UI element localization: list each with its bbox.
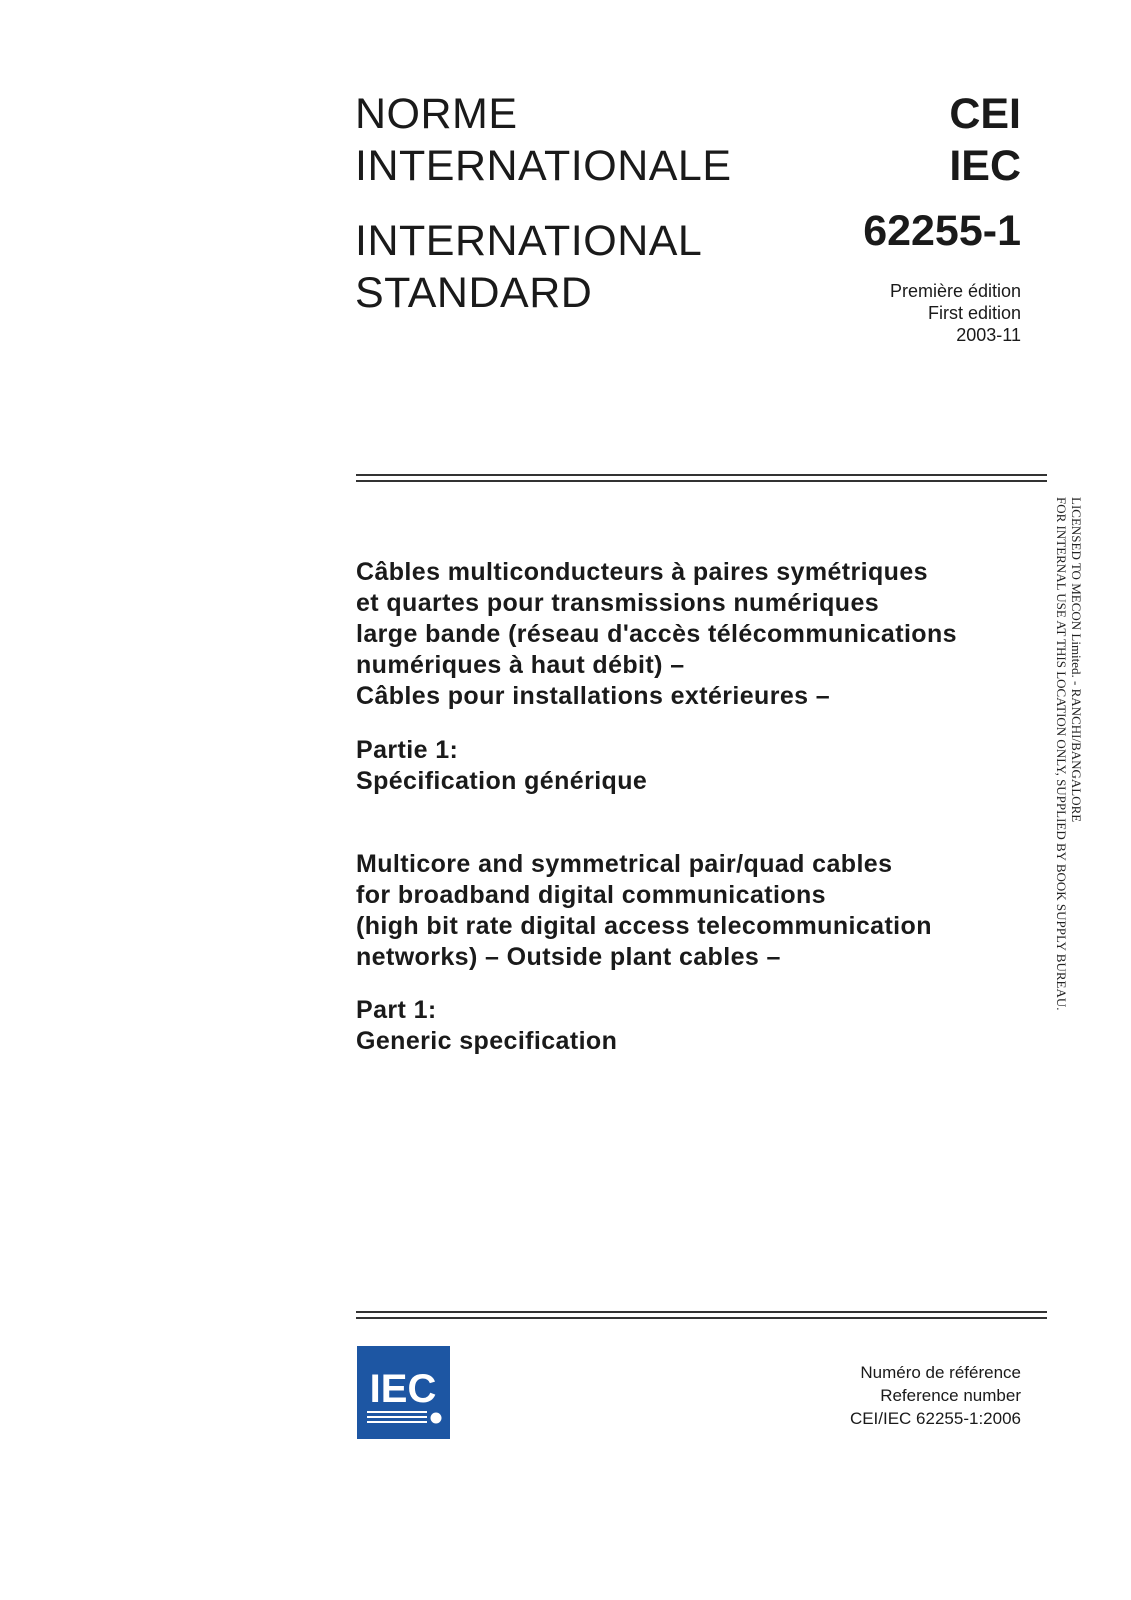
code-cei: CEI xyxy=(949,90,1021,138)
ref-value: CEI/IEC 62255-1:2006 xyxy=(849,1409,1021,1428)
fr-line2: et quartes pour transmissions numériques xyxy=(356,589,880,617)
fr-line5: Câbles pour installations extérieures – xyxy=(356,682,831,710)
english-part xyxy=(356,995,1056,1057)
divider-top-2 xyxy=(356,480,1047,482)
watermark-line2: FOR INTERNAL USE AT THIS LOCATION ONLY, SUPPLIED BY BOOK SUPPLY BUREAU. xyxy=(1054,497,1069,1011)
ref-label-fr: Numéro de référence xyxy=(860,1363,1021,1382)
french-part xyxy=(356,735,1056,797)
en-line3: (high bit rate digital access telecommunication xyxy=(356,912,932,940)
fr-line1: Câbles multiconducteurs à paires symétriques xyxy=(356,558,928,586)
title-fr-line1: NORME xyxy=(355,90,518,138)
french-title xyxy=(356,557,1056,712)
title-fr-line2: INTERNATIONALE xyxy=(355,142,732,190)
edition-fr: Première édition xyxy=(889,281,1021,301)
iec-logo xyxy=(357,1346,450,1439)
standard-code xyxy=(949,88,1021,192)
divider-bottom-1 xyxy=(356,1311,1047,1313)
fr-part: Partie 1: xyxy=(356,736,459,764)
license-watermark xyxy=(1054,497,1084,1010)
title-en-line2: STANDARD xyxy=(355,269,593,317)
code-iec: IEC xyxy=(949,142,1021,190)
title-fr xyxy=(355,88,732,192)
title-en xyxy=(355,215,702,319)
fr-line4: numériques à haut débit) – xyxy=(356,651,685,679)
divider-bottom-2 xyxy=(356,1317,1047,1319)
english-title xyxy=(356,849,1056,973)
title-en-line1: INTERNATIONAL xyxy=(355,217,703,265)
ref-label-en: Reference number xyxy=(880,1386,1021,1405)
divider-top-1 xyxy=(356,474,1047,476)
standard-number: 62255-1 xyxy=(863,207,1021,255)
fr-line3: large bande (réseau d'accès télécommunications xyxy=(356,620,957,648)
en-line1: Multicore and symmetrical pair/quad cables xyxy=(356,850,893,878)
reference-number xyxy=(850,1361,1021,1430)
fr-part-title: Spécification générique xyxy=(356,767,648,795)
en-line4: networks) – Outside plant cables – xyxy=(356,943,781,971)
edition-info xyxy=(890,280,1021,346)
en-part-title: Generic specification xyxy=(356,1027,618,1055)
en-line2: for broadband digital communications xyxy=(356,881,826,909)
watermark-line1: LICENSED TO MECON Limited. - RANCHI/BANGALORE xyxy=(1069,497,1084,823)
en-part: Part 1: xyxy=(356,996,437,1024)
iec-logo-graphic xyxy=(357,1346,450,1439)
logo-text: IEC xyxy=(369,1367,437,1411)
edition-date: 2003-11 xyxy=(956,325,1021,345)
edition-en: First edition xyxy=(927,303,1021,323)
